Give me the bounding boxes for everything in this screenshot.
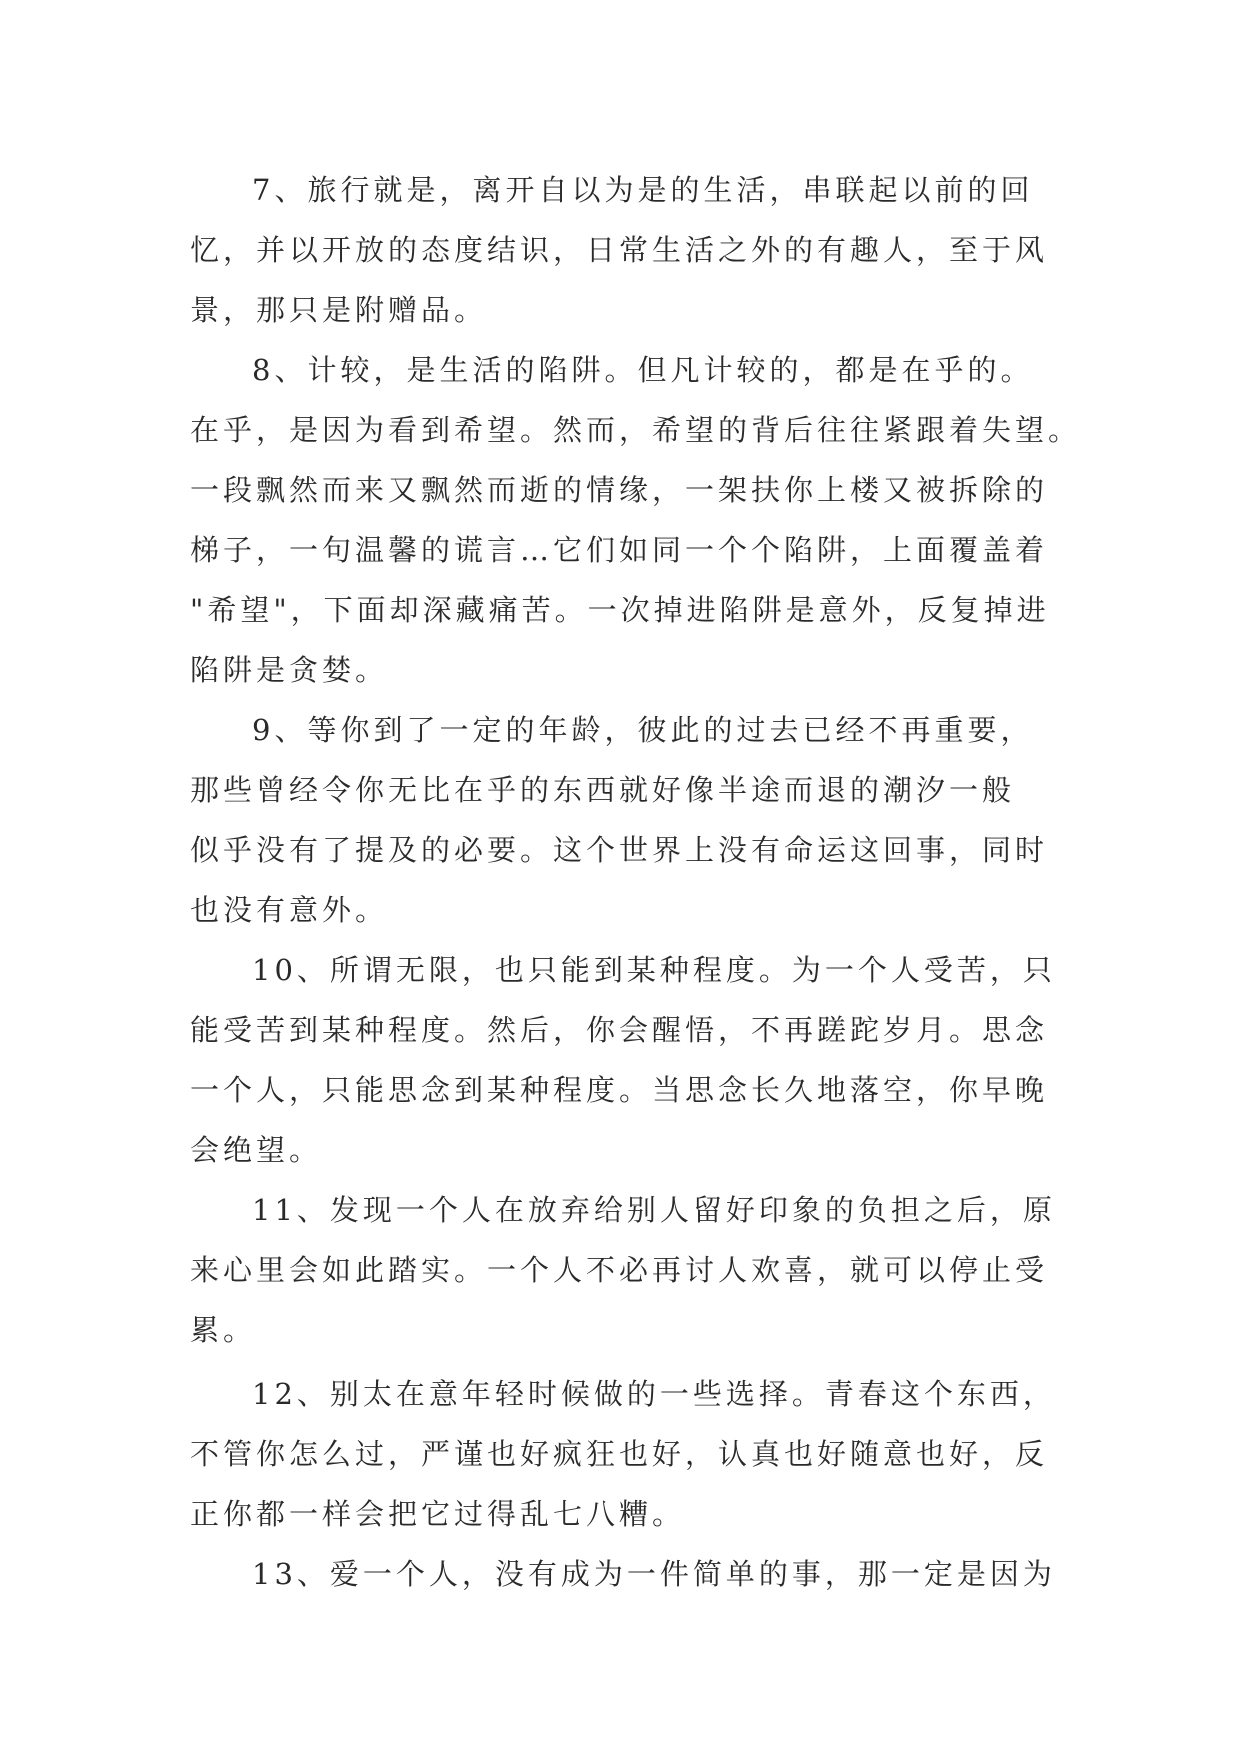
paragraph-line: "希望"，下面却深藏痛苦。一次掉进陷阱是意外，反复掉进 [190, 593, 1050, 627]
paragraph-line: 来心里会如此踏实。一个人不必再讨人欢喜，就可以停止受 [190, 1253, 1049, 1287]
paragraph-line: 不管你怎么过，严谨也好疯狂也好，认真也好随意也好，反 [190, 1437, 1049, 1471]
paragraph-line: 陷阱是贪婪。 [190, 653, 389, 687]
paragraph-line: 能受苦到某种程度。然后，你会醒悟，不再蹉跎岁月。思念 [190, 1013, 1049, 1047]
paragraph-line: 8、计较，是生活的陷阱。但凡计较的，都是在乎的。 [252, 353, 1034, 387]
paragraph-line: 正你都一样会把它过得乱七八糟。 [190, 1497, 686, 1531]
paragraph-line: 一段飘然而来又飘然而逝的情缘，一架扶你上楼又被拆除的 [190, 473, 1049, 507]
paragraph-line: 那些曾经令你无比在乎的东西就好像半途而退的潮汐一般 [190, 773, 1016, 807]
paragraph-line: 9、等你到了一定的年龄，彼此的过去已经不再重要， [252, 713, 1034, 747]
paragraph-line: 会绝望。 [190, 1133, 323, 1167]
paragraph-8 [190, 340, 1082, 700]
paragraph-line: 7、旅行就是，离开自以为是的生活，串联起以前的回 [252, 173, 1034, 207]
document-body [190, 160, 1082, 1604]
paragraph-line: 忆，并以开放的态度结识，日常生活之外的有趣人，至于风 [190, 233, 1049, 267]
paragraph-13 [190, 1544, 1056, 1604]
paragraph-line: 13、爱一个人，没有成为一件简单的事，那一定是因为 [252, 1557, 1056, 1591]
paragraph-line: 似乎没有了提及的必要。这个世界上没有命运这回事，同时 [190, 833, 1049, 867]
paragraph-11 [190, 1180, 1056, 1360]
paragraph-line: 11、发现一个人在放弃给别人留好印象的负担之后，原 [252, 1193, 1056, 1227]
paragraph-line: 12、别太在意年轻时候做的一些选择。青春这个东西， [252, 1377, 1056, 1411]
paragraph-7 [190, 160, 1050, 340]
paragraph-line: 一个人，只能思念到某种程度。当思念长久地落空，你早晚 [190, 1073, 1049, 1107]
paragraph-line: 在乎，是因为看到希望。然而，希望的背后往往紧跟着失望。 [190, 413, 1082, 447]
paragraph-12 [190, 1364, 1056, 1544]
paragraph-line: 景，那只是附赠品。 [190, 293, 488, 327]
paragraph-9 [190, 700, 1050, 940]
paragraph-line: 梯子，一句温馨的谎言…它们如同一个个陷阱，上面覆盖着 [190, 533, 1049, 567]
paragraph-10 [190, 940, 1056, 1180]
paragraph-line: 累。 [190, 1313, 257, 1347]
paragraph-line: 也没有意外。 [190, 893, 389, 927]
paragraph-line: 10、所谓无限，也只能到某种程度。为一个人受苦，只 [252, 953, 1056, 987]
